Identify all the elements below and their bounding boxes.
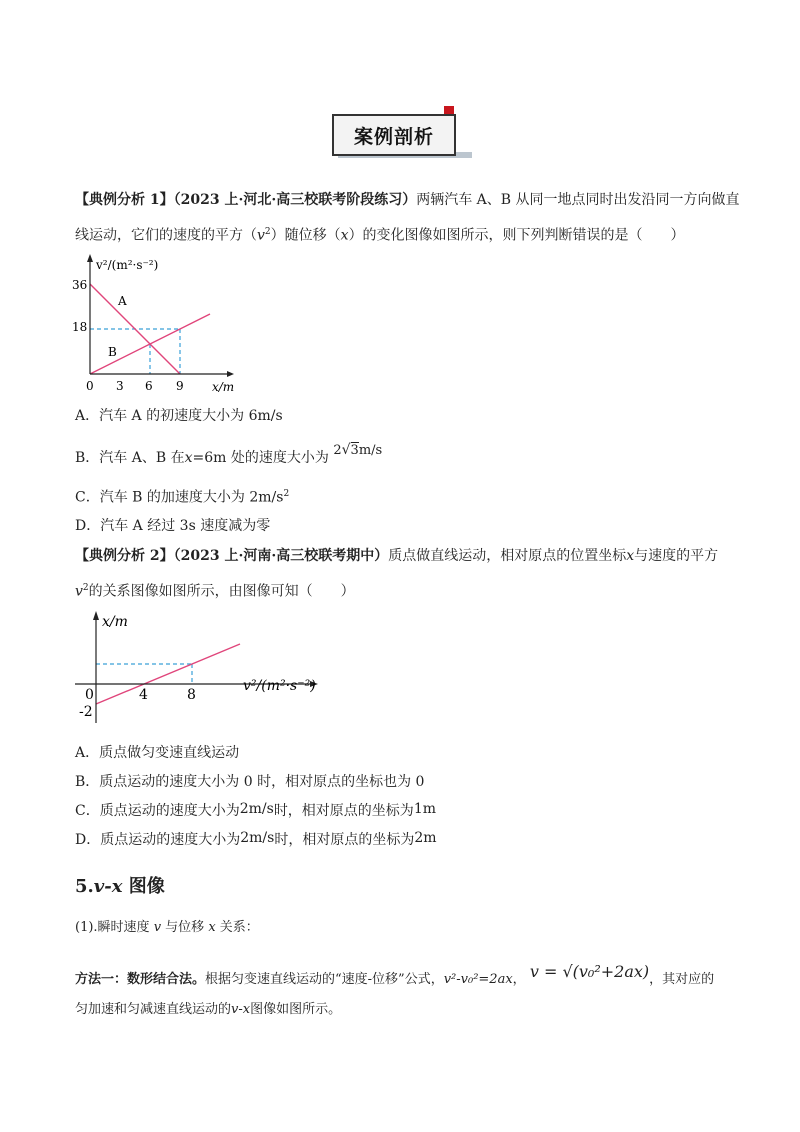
example2-option-d[interactable] [75, 830, 437, 850]
stem-sup: 2 [82, 583, 89, 593]
chart2-series-line [96, 644, 240, 704]
stem-part: 的关系图像如图所示，由图像可知（ ） [88, 583, 355, 600]
method-equation: v = √(v₀²+2ax) [529, 962, 650, 981]
option-value: 2m/s [240, 830, 275, 846]
example1-stem-line2 [75, 222, 685, 246]
option-text: =6m 处的速度大小为 [192, 450, 329, 466]
chart1-ytick: 36 [72, 278, 88, 292]
section-heading [75, 872, 165, 898]
example2-stem-line1 [75, 546, 718, 566]
chart1-ylabel: v²/(m²·s⁻²) [96, 258, 159, 272]
chart2-xlabel: v²/(m²·s⁻²) [243, 678, 316, 694]
chart1-v2-x [72, 252, 272, 397]
chart1-xlabel: x/m [212, 380, 235, 394]
stem-var: v [257, 227, 265, 244]
chart1-series-label-b: B [108, 345, 117, 359]
example2-option-b[interactable] [75, 772, 424, 792]
option-text: 时，相对原点的坐标为 [273, 803, 414, 819]
stem-part: 质点做直线运动，相对原点的位置坐标 [388, 548, 627, 564]
heading-text: 图像 [122, 876, 165, 897]
sub-var: v [149, 920, 166, 935]
chart2-xtick: 8 [187, 687, 196, 703]
heading-number: 5. [75, 876, 94, 897]
method-text: 图像如图所示。 [250, 1002, 342, 1017]
method-text: 匀加速和匀减速直线运动的 [75, 1002, 232, 1017]
method-text: 根据匀变速直线运动的“速度-位移”公式， [205, 972, 444, 987]
chart1-xtick: 3 [116, 379, 124, 393]
example1-tag: 【典例分析 1】 [75, 192, 174, 208]
stem-var: v [75, 583, 83, 600]
method-formula: v²-v₀²=2ax [443, 972, 513, 987]
chart1-xtick: 9 [176, 379, 184, 393]
example1-option-a[interactable] [75, 406, 283, 426]
option-text: B．质点运动的速度大小为 0 时，相对原点的坐标也为 0 [75, 774, 425, 790]
method-line2 [75, 1000, 341, 1020]
chart1-xtick: 0 [86, 379, 94, 393]
example2-option-a[interactable] [75, 743, 239, 763]
sub-text: (1).瞬时速度 [75, 920, 150, 935]
section-banner [332, 114, 456, 156]
option-unit: m/s [358, 443, 383, 458]
option-text: C．汽车 B 的加速度大小为 2m/s [75, 489, 284, 506]
method-text: ， [512, 972, 526, 987]
example1-source: （2023 上·河北·高三校联考阶段练习） [173, 192, 417, 208]
option-text: A．汽车 A 的初速度大小为 6m/s [75, 408, 283, 424]
sub-text: 与位移 [165, 920, 205, 935]
option-sup: 2 [283, 489, 290, 499]
chart2-xtick: 4 [139, 687, 148, 703]
option-text: A．质点做匀变速直线运动 [75, 745, 240, 761]
example1-option-b[interactable]: B．汽车 A、B 在x=6m 处的速度大小为 2√3m/s [75, 442, 383, 466]
option-text: D．质点运动的速度大小为 [75, 832, 241, 848]
stem-var: x [340, 227, 349, 244]
section-subtitle [75, 918, 259, 938]
option-text: D．汽车 A 经过 3s 速度减为零 [75, 518, 271, 534]
option-radicand: 3 [350, 443, 359, 458]
stem-part: 与速度的平方 [634, 548, 719, 564]
chart1-x-arrow [227, 371, 234, 377]
example1-stem-text: 两辆汽车 A、B 从同一地点同时出发沿同一方向做直 [416, 192, 740, 208]
example2-tag: 【典例分析 2】 [75, 548, 174, 564]
method-label: 方法一：数形结合法。 [75, 972, 206, 987]
option-text: B．汽车 A、B 在 [75, 450, 185, 466]
chart1-y-arrow [87, 254, 93, 262]
example1-option-d[interactable] [75, 516, 270, 536]
stem-var: x [626, 548, 635, 564]
example1-option-c[interactable] [75, 484, 289, 508]
example2-stem-line2 [75, 578, 355, 602]
chart2-x-v2 [75, 608, 345, 733]
chart2-y-arrow [93, 611, 99, 620]
chart1-series-label-a: A [118, 294, 127, 308]
method-var: v-x [231, 1002, 251, 1017]
stem-part: 线运动，它们的速度的平方（ [75, 227, 257, 244]
chart1-ytick: 18 [72, 320, 88, 334]
stem-sup: 2 [264, 227, 271, 237]
method-text: ，其对应的 [649, 972, 715, 987]
sub-text: 关系： [219, 920, 259, 935]
example1-stem-line1 [75, 190, 740, 210]
chart2-ylabel: x/m [102, 614, 128, 630]
option-var: x [184, 450, 193, 466]
option-value: 2m/s [239, 801, 274, 817]
example2-option-c[interactable] [75, 801, 436, 821]
option-text: C．质点运动的速度大小为 [75, 803, 240, 819]
option-text: 时，相对原点的坐标为 [274, 832, 415, 848]
option-value: 1m [413, 801, 436, 817]
chart1-series-line-a [90, 284, 180, 374]
method-line1 [75, 962, 715, 990]
banner-title: 案例剖析 [353, 125, 434, 148]
example2-source: （2023 上·河南·高三校联考期中） [173, 548, 389, 564]
heading-var: v-x [93, 876, 123, 897]
chart2-xtick: 0 [85, 687, 94, 703]
stem-part: ）的变化图像如图所示，则下列判断错误的是（ ） [348, 227, 685, 244]
chart2-ytick: -2 [79, 704, 93, 720]
chart1-xtick: 6 [145, 379, 153, 393]
option-value: 2m [414, 830, 437, 846]
sub-var: x [204, 920, 220, 935]
option-coef: 2 [333, 443, 342, 458]
stem-part: ）随位移（ [270, 227, 341, 244]
